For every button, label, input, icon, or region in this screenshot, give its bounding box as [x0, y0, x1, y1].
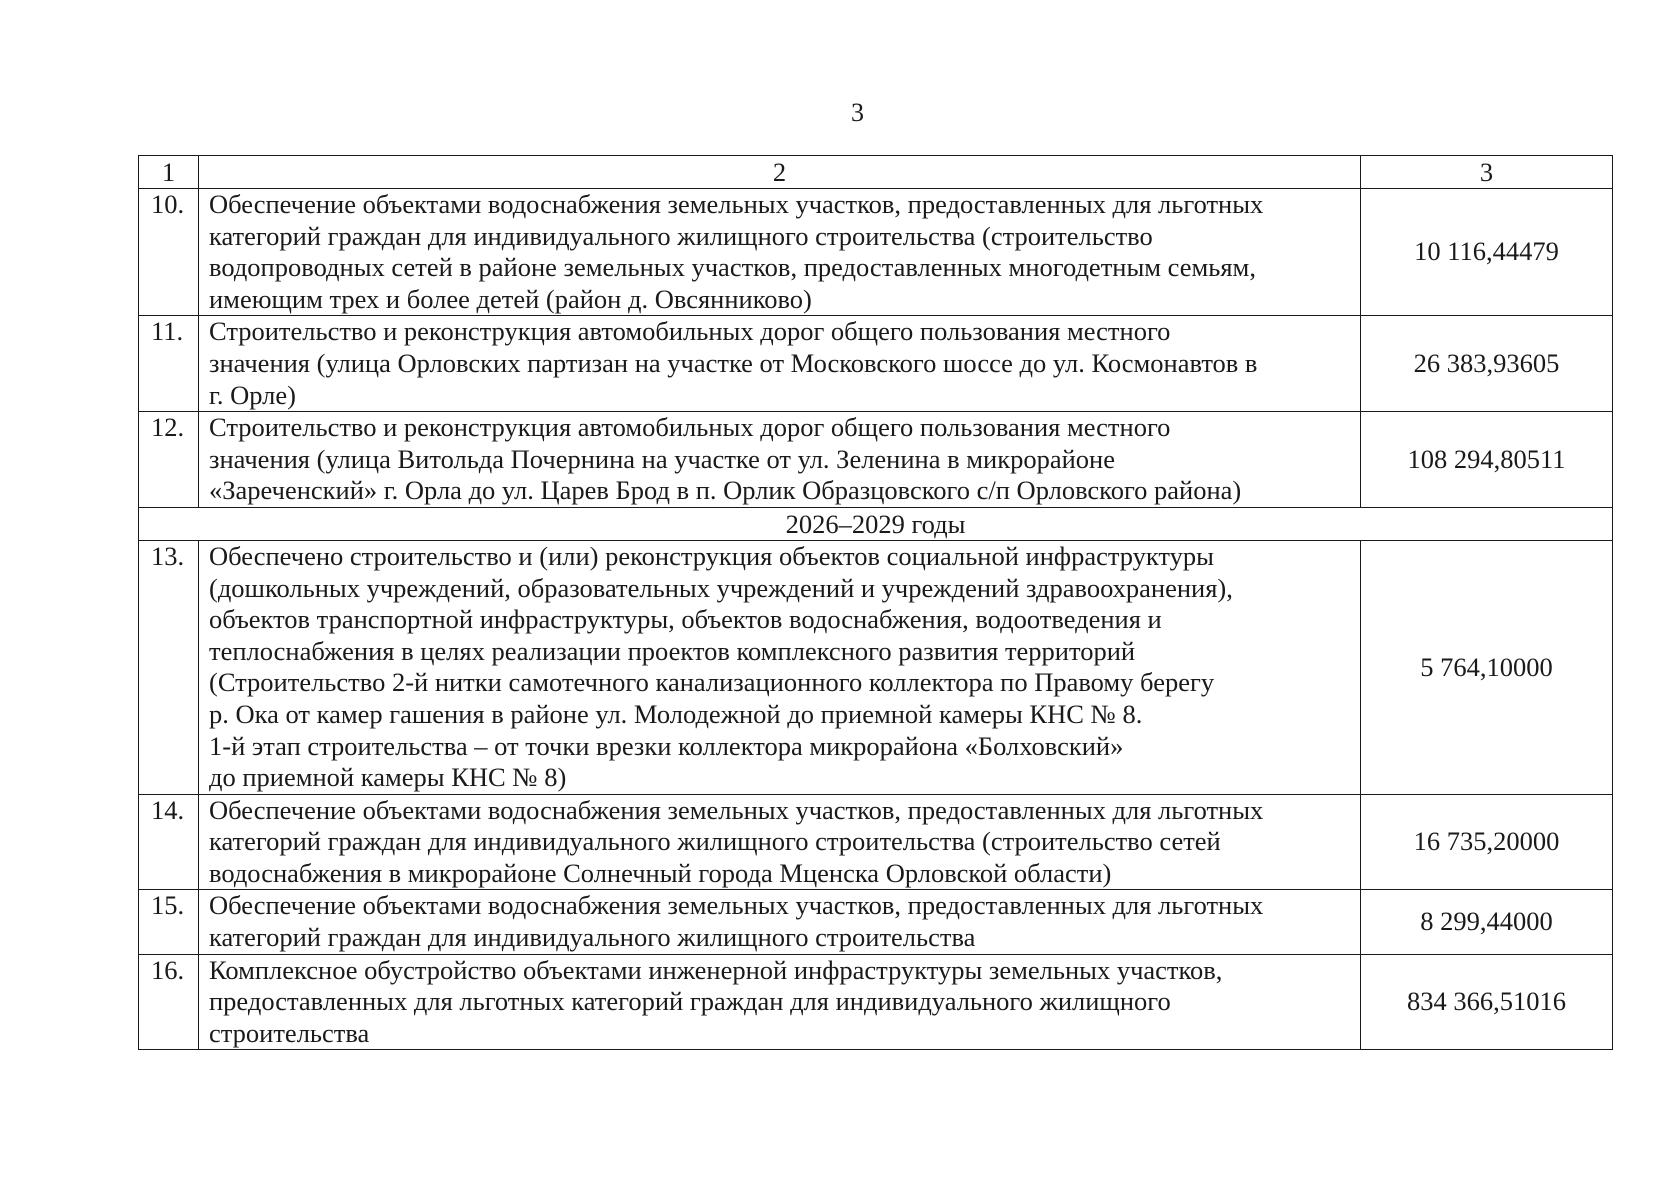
description-line: Обеспечение объектами водоснабжения земельных участков, предоставленных для льготных	[209, 794, 1264, 825]
description-line: имеющим трех и более детей (район д. Овсянниково)	[209, 283, 812, 314]
description-line: (Строительство 2-й нитки самотечного канализационного коллектора по Правому берегу	[209, 667, 1215, 698]
description-line: значения (улица Витольда Почернина на участке от ул. Зеленина в микрорайоне	[209, 443, 1115, 474]
section-title: 2026–2029 годы	[139, 507, 1613, 540]
row-number: 15.	[139, 890, 199, 954]
row-amount: 834 366,51016	[1361, 954, 1613, 1050]
description-line: Обеспечено строительство и (или) реконструкция объектов социальной инфраструктуры	[209, 540, 1214, 571]
description-line: Обеспечение объектами водоснабжения земельных участков, предоставленных для льготных	[209, 890, 1264, 921]
description-line: до приемной камеры КНС № 8)	[209, 762, 567, 793]
description-line: категорий граждан для индивидуального жилищного строительства	[209, 922, 976, 953]
header-cell-description: 2	[199, 156, 1361, 189]
description-line: водопроводных сетей в районе земельных участков, предоставленных многодетным семьям,	[209, 252, 1256, 283]
table-row	[139, 412, 1613, 508]
row-description	[199, 954, 1361, 1050]
description-line: Комплексное обустройство объектами инженерной инфраструктуры земельных участков,	[209, 954, 1223, 985]
row-description	[199, 189, 1361, 316]
row-description	[199, 316, 1361, 412]
table-row	[139, 794, 1613, 890]
row-amount: 26 383,93605	[1361, 316, 1613, 412]
row-number: 14.	[139, 794, 199, 890]
description-line: Обеспечение объектами водоснабжения земельных участков, предоставленных для льготных	[209, 189, 1264, 219]
header-cell-number: 1	[139, 156, 199, 189]
row-amount: 8 299,44000	[1361, 890, 1613, 954]
description-line: Строительство и реконструкция автомобильных дорог общего пользования местного	[209, 412, 1171, 443]
table-row	[139, 189, 1613, 316]
row-description	[199, 890, 1361, 954]
row-amount: 5 764,10000	[1361, 540, 1613, 794]
row-description	[199, 794, 1361, 890]
header-cell-amount: 3	[1361, 156, 1613, 189]
description-line: категорий граждан для индивидуального жилищного строительства (строительство	[209, 220, 1153, 251]
description-line: Строительство и реконструкция автомобильных дорог общего пользования местного	[209, 316, 1171, 347]
row-amount: 108 294,80511	[1361, 412, 1613, 508]
row-number: 12.	[139, 412, 199, 508]
description-line: объектов транспортной инфраструктуры, объектов водоснабжения, водоотведения и	[209, 604, 1162, 635]
row-amount: 10 116,44479	[1361, 189, 1613, 316]
description-line: категорий граждан для индивидуального жилищного строительства (строительство сетей	[209, 826, 1221, 857]
section-header-row	[139, 507, 1613, 540]
funding-table	[138, 155, 1613, 1050]
row-description	[199, 412, 1361, 508]
description-line: г. Орле)	[209, 379, 296, 410]
row-number: 13.	[139, 540, 199, 794]
table-row	[139, 890, 1613, 954]
description-line: (дошкольных учреждений, образовательных учреждений и учреждений здравоохранения),	[209, 572, 1233, 603]
description-line: теплоснабжения в целях реализации проектов комплексного развития территорий	[209, 635, 1136, 666]
table-row	[139, 954, 1613, 1050]
table-row	[139, 316, 1613, 412]
description-line: «Зареченский» г. Орла до ул. Царев Брод в п. Орлик Образцовского с/п Орловского района)	[209, 475, 1242, 506]
row-number: 16.	[139, 954, 199, 1050]
row-amount: 16 735,20000	[1361, 794, 1613, 890]
description-line: 1-й этап строительства – от точки врезки коллектора микрорайона «Болховский»	[209, 730, 1124, 761]
row-description	[199, 540, 1361, 794]
page-number: 3	[851, 98, 864, 127]
description-line: значения (улица Орловских партизан на участке от Московского шоссе до ул. Космонавтов в	[209, 347, 1258, 378]
description-line: предоставленных для льготных категорий граждан для индивидуального жилищного	[209, 986, 1171, 1017]
row-number: 10.	[139, 189, 199, 316]
table-header-row	[139, 156, 1613, 189]
table-row	[139, 540, 1613, 794]
description-line: водоснабжения в микрорайоне Солнечный города Мценска Орловской области)	[209, 857, 1112, 888]
description-line: строительства	[209, 1017, 370, 1048]
row-number: 11.	[139, 316, 199, 412]
description-line: р. Ока от камер гашения в районе ул. Молодежной до приемной камеры КНС № 8.	[209, 698, 1143, 729]
